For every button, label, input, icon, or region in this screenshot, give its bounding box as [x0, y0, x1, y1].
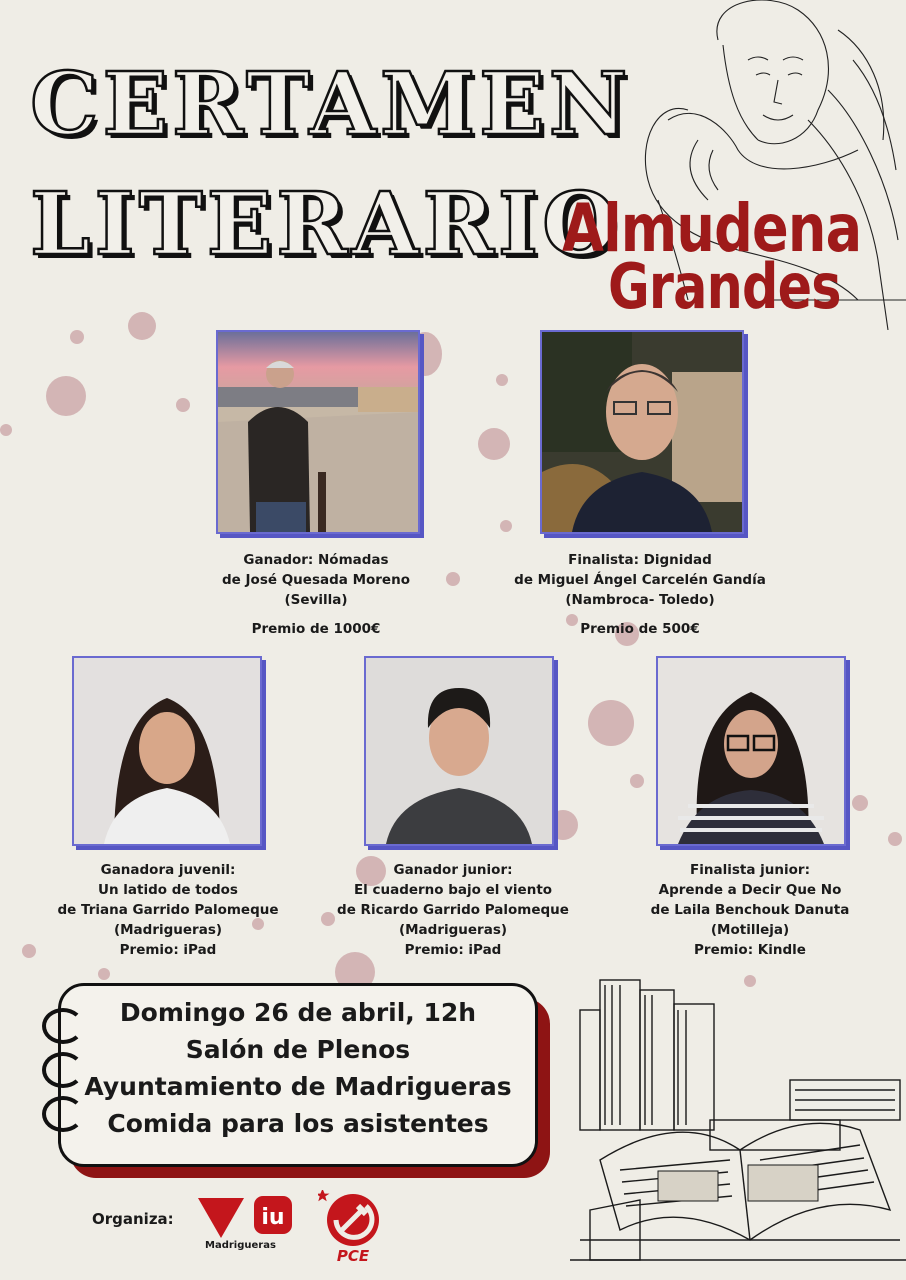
event-note: Comida para los asistentes	[107, 1109, 489, 1138]
junior-caption-line: (Madrigueras)	[113, 922, 223, 938]
decorative-dot	[496, 374, 508, 386]
pce-logo-text: PCE	[336, 1247, 370, 1264]
decorative-dot	[70, 330, 84, 344]
decorative-dot	[630, 774, 644, 788]
decorative-dot	[22, 944, 36, 958]
junior-caption-line: Aprende a Decir Que No	[658, 882, 842, 898]
event-venue: Salón de Plenos	[185, 1035, 411, 1064]
junior-caption-line: El cuaderno bajo el viento	[353, 882, 553, 898]
junior-prize: Premio: iPad	[119, 942, 217, 958]
notebook-ring-icon	[42, 1052, 84, 1088]
decorative-dot	[500, 520, 512, 532]
decorative-dot	[446, 572, 460, 586]
junior-photo-2	[364, 656, 554, 846]
winner-prize: Premio de 1000€	[251, 621, 381, 637]
finalist-prize: Premio de 500€	[580, 621, 700, 637]
notebook-ring-icon	[42, 1008, 84, 1044]
junior-caption-3	[622, 860, 878, 960]
junior-caption-line: (Madrigueras)	[398, 922, 508, 938]
junior-caption-line: Finalista junior:	[690, 862, 810, 878]
junior-caption-2	[322, 860, 584, 960]
title-line-1: CERTAMEN	[30, 54, 632, 155]
organizer-label: Organiza:	[92, 1210, 174, 1228]
finalist-caption	[505, 550, 775, 639]
finalist-caption-line: de Miguel Ángel Carcelén Gandía	[514, 572, 766, 588]
junior-caption-line: Ganador junior:	[393, 862, 513, 878]
iu-logo-icon	[252, 1194, 294, 1238]
decorative-dot	[98, 968, 110, 980]
books-illustration	[560, 960, 906, 1280]
pce-logo-icon	[318, 1190, 388, 1264]
event-date: Domingo 26 de abril, 12h	[119, 998, 477, 1027]
junior-caption-line: de Ricardo Garrido Palomeque	[337, 902, 569, 918]
finalist-caption-line: (Nambroca- Toledo)	[565, 592, 715, 608]
event-info-card	[58, 983, 538, 1167]
junior-caption-line: Ganadora juvenil:	[100, 862, 236, 878]
event-location: Ayuntamiento de Madrigueras	[84, 1072, 512, 1101]
decorative-dot	[888, 832, 902, 846]
junior-caption-line: de Triana Garrido Palomeque	[57, 902, 279, 918]
decorative-dot	[588, 700, 634, 746]
iu-logo-text: iu	[261, 1205, 285, 1230]
winner-caption-line: (Sevilla)	[284, 592, 348, 608]
junior-photo-3	[656, 656, 846, 846]
decorative-dot	[852, 795, 868, 811]
junior-photo-1	[72, 656, 262, 846]
winner-caption-line: Ganador: Nómadas	[243, 552, 389, 568]
winner-photo	[216, 330, 420, 534]
decorative-dot	[128, 312, 156, 340]
honoree-last-name: Grandes	[608, 250, 841, 323]
junior-caption-line: (Motilleja)	[710, 922, 790, 938]
decorative-dot	[478, 428, 510, 460]
junior-caption-line: de Laila Benchouk Danuta	[650, 902, 850, 918]
junior-caption-1	[40, 860, 296, 960]
madrigueras-logo-icon	[196, 1196, 246, 1240]
junior-prize: Premio: Kindle	[694, 942, 806, 958]
junior-prize: Premio: iPad	[404, 942, 502, 958]
finalist-photo	[540, 330, 744, 534]
winner-caption	[206, 550, 426, 639]
decorative-dot	[0, 424, 12, 436]
decorative-dot	[176, 398, 190, 412]
winner-caption-line: de José Quesada Moreno	[222, 572, 410, 588]
honoree-first-name: Almudena	[562, 190, 862, 267]
junior-caption-line: Un latido de todos	[98, 882, 238, 898]
madrigueras-logo-text: Madrigueras	[205, 1240, 276, 1251]
finalist-caption-line: Finalista: Dignidad	[568, 552, 712, 568]
decorative-dot	[46, 376, 86, 416]
title-line-2: LITERARIO	[30, 174, 622, 275]
notebook-ring-icon	[42, 1096, 84, 1132]
